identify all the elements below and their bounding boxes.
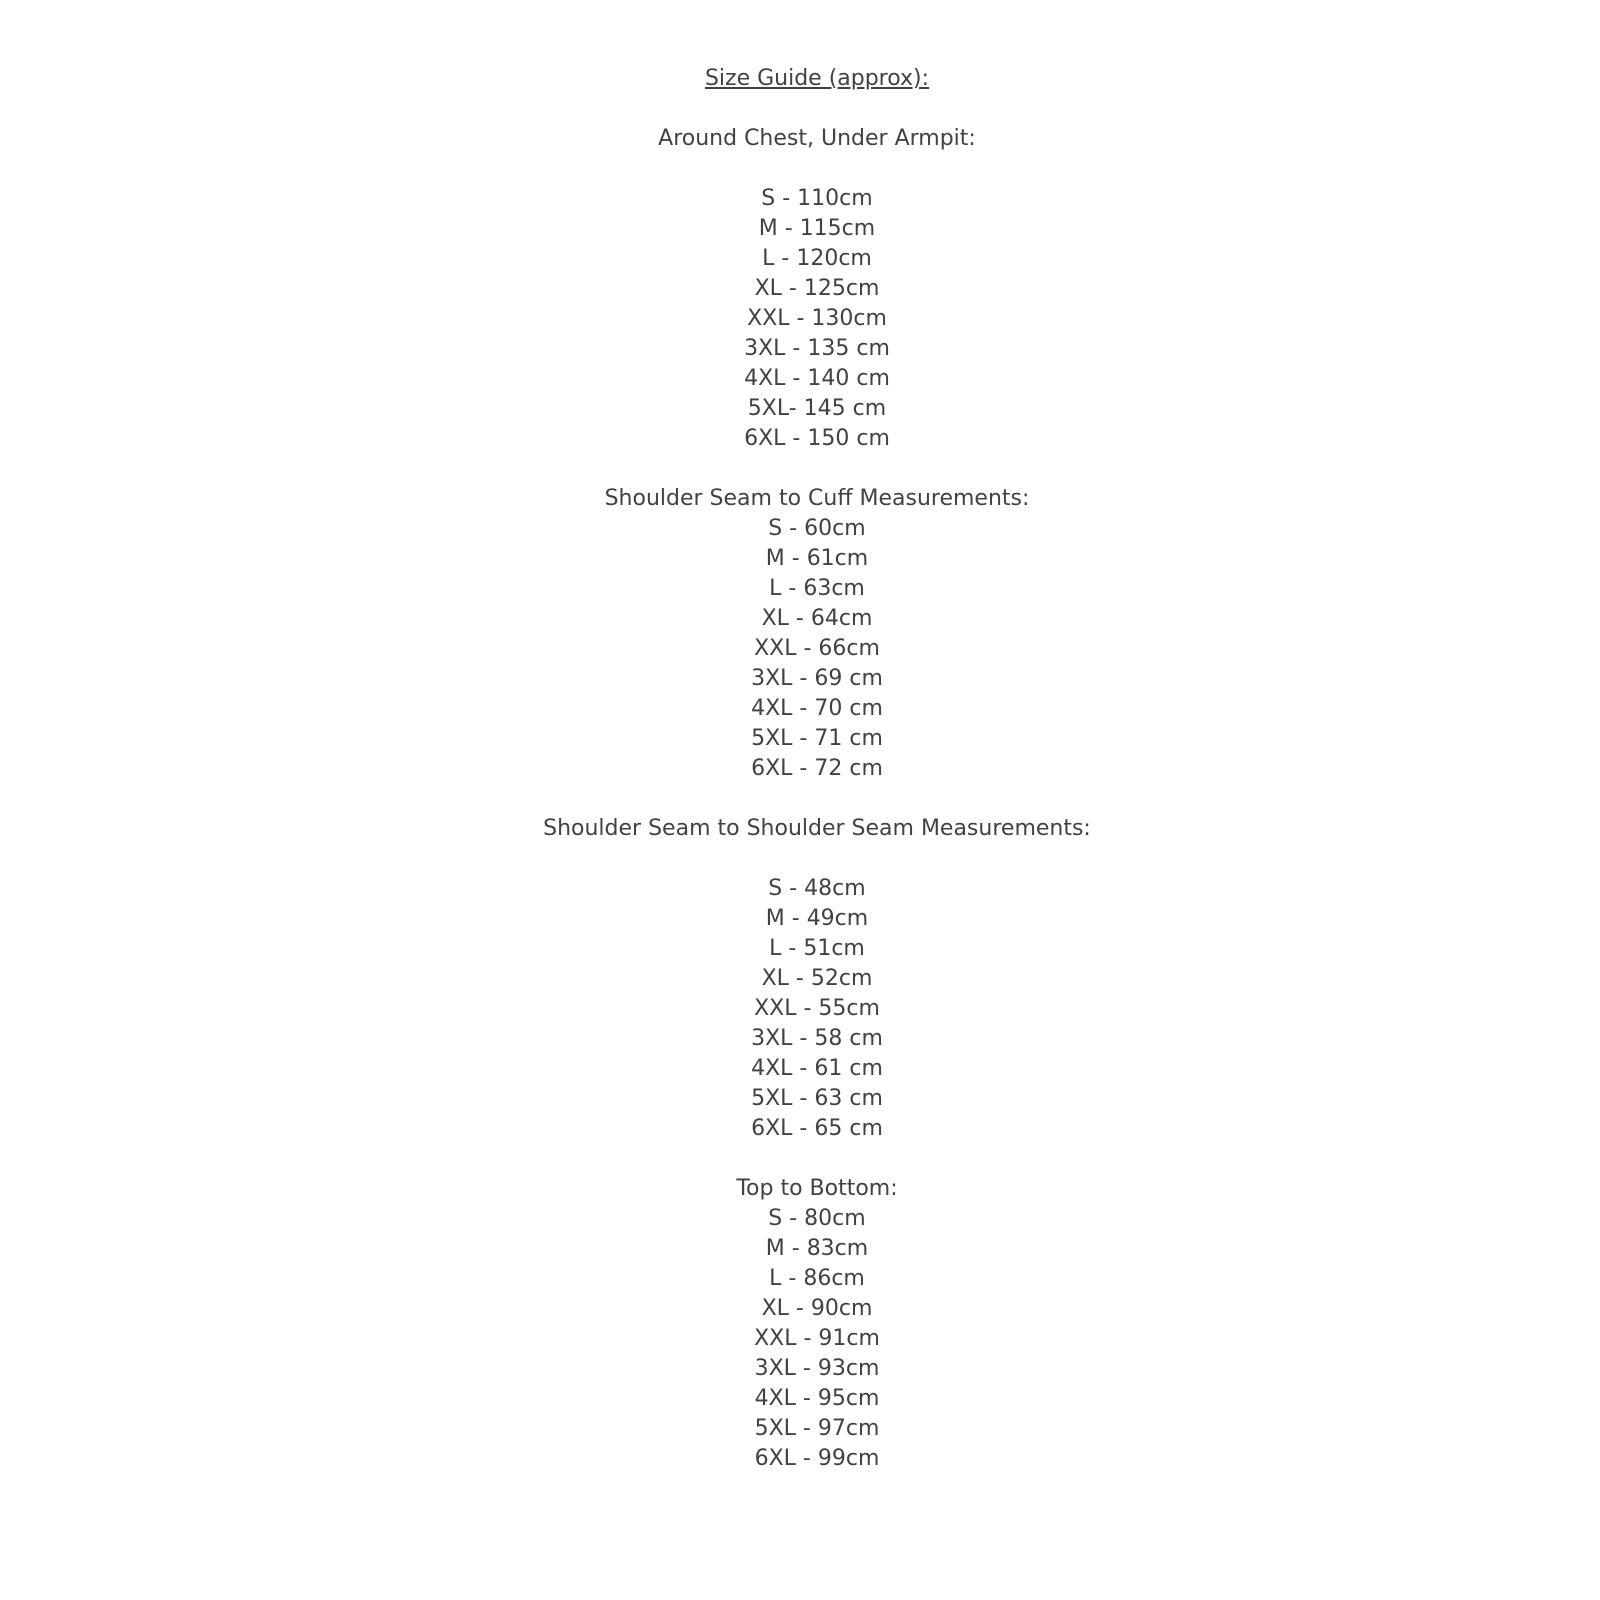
size-section (34, 814, 1600, 1144)
section-items (34, 1204, 1600, 1474)
section-heading: Shoulder Seam to Shoulder Seam Measurements: (543, 816, 1091, 841)
page-title: Size Guide (approx): (704, 66, 930, 91)
size-line: M - 49cm (765, 906, 869, 931)
size-section (34, 124, 1600, 454)
size-line: 6XL - 72 cm (751, 756, 883, 781)
size-line: 3XL - 135 cm (744, 336, 890, 361)
size-line: XXL - 55cm (754, 996, 880, 1021)
size-section (34, 1174, 1600, 1474)
size-line: 3XL - 69 cm (751, 666, 883, 691)
size-line: M - 83cm (765, 1236, 869, 1261)
size-line: M - 61cm (765, 546, 869, 571)
size-line: 6XL - 99cm (754, 1446, 880, 1471)
size-line: M - 115cm (758, 216, 876, 241)
section-heading: Top to Bottom: (736, 1176, 898, 1201)
size-line: XL - 125cm (754, 276, 880, 301)
section-heading: Shoulder Seam to Cuff Measurements: (604, 486, 1030, 511)
section-items (34, 514, 1600, 784)
section-items (34, 874, 1600, 1144)
size-line: 5XL - 71 cm (751, 726, 883, 751)
size-line: 4XL - 140 cm (744, 366, 890, 391)
size-line: XXL - 130cm (747, 306, 887, 331)
size-line: 4XL - 95cm (754, 1386, 880, 1411)
size-line: 4XL - 70 cm (751, 696, 883, 721)
section-heading: Around Chest, Under Armpit: (658, 126, 976, 151)
size-line: 4XL - 61 cm (751, 1056, 883, 1081)
size-line: XL - 64cm (761, 606, 873, 631)
size-line: 5XL - 63 cm (751, 1086, 883, 1111)
section-items (34, 184, 1600, 454)
size-line: 6XL - 65 cm (751, 1116, 883, 1141)
size-line: 3XL - 93cm (754, 1356, 880, 1381)
size-line: L - 86cm (769, 1266, 865, 1291)
size-line: XXL - 66cm (754, 636, 880, 661)
size-line: L - 120cm (762, 246, 872, 271)
size-line: S - 60cm (768, 516, 866, 541)
size-line: S - 80cm (768, 1206, 866, 1231)
size-line: S - 110cm (761, 186, 873, 211)
size-line: 5XL - 97cm (754, 1416, 880, 1441)
size-line: XL - 52cm (761, 966, 873, 991)
size-line: XL - 90cm (761, 1296, 873, 1321)
size-line: L - 51cm (769, 936, 865, 961)
size-line: XXL - 91cm (754, 1326, 880, 1351)
size-line: 6XL - 150 cm (744, 426, 890, 451)
size-line: L - 63cm (769, 576, 865, 601)
size-line: S - 48cm (768, 876, 866, 901)
size-line: 5XL- 145 cm (747, 396, 887, 421)
size-section (34, 484, 1600, 784)
size-line: 3XL - 58 cm (751, 1026, 883, 1051)
size-sections (34, 124, 1600, 1474)
